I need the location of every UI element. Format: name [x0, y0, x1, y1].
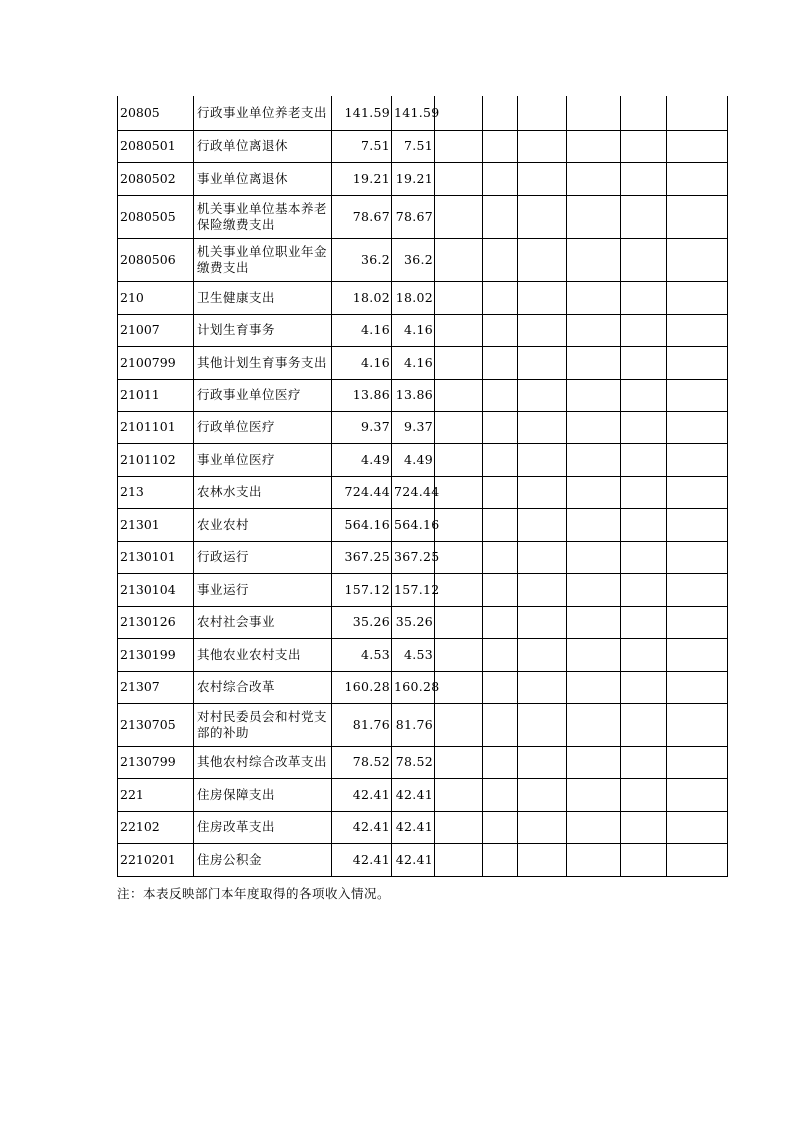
empty-cell [435, 638, 483, 671]
empty-cell [518, 238, 567, 281]
empty-cell [435, 130, 483, 162]
empty-cell [435, 195, 483, 238]
empty-cell [435, 238, 483, 281]
total-cell: 19.21 [332, 162, 392, 195]
empty-cell [483, 96, 518, 130]
table-note: 注：本表反映部门本年度取得的各项收入情况。 [117, 886, 391, 901]
name-cell: 计划生育事务 [194, 314, 332, 346]
empty-cell [518, 162, 567, 195]
empty-cell [518, 811, 567, 843]
code-cell: 21307 [118, 671, 194, 703]
table-row [118, 443, 728, 476]
name-cell: 行政事业单位医疗 [194, 379, 332, 411]
total-cell: 7.51 [332, 130, 392, 162]
empty-cell [518, 703, 567, 746]
empty-cell [567, 379, 621, 411]
total-cell: 367.25 [332, 541, 392, 573]
code-cell: 2130101 [118, 541, 194, 573]
empty-cell [667, 843, 728, 876]
total-cell: 35.26 [332, 606, 392, 638]
empty-cell [518, 843, 567, 876]
total-cell: 724.44 [332, 476, 392, 508]
table-body [118, 96, 728, 876]
empty-cell [621, 703, 667, 746]
empty-cell [483, 281, 518, 314]
code-cell: 2080501 [118, 130, 194, 162]
code-cell: 2080505 [118, 195, 194, 238]
code-cell: 210 [118, 281, 194, 314]
empty-cell [567, 606, 621, 638]
empty-cell [621, 195, 667, 238]
empty-cell [667, 96, 728, 130]
amount-cell: 4.16 [392, 346, 435, 379]
empty-cell [483, 379, 518, 411]
empty-cell [567, 476, 621, 508]
empty-cell [483, 541, 518, 573]
amount-cell: 78.52 [392, 746, 435, 778]
name-cell: 住房公积金 [194, 843, 332, 876]
name-cell: 行政单位医疗 [194, 411, 332, 443]
total-cell: 42.41 [332, 811, 392, 843]
empty-cell [667, 379, 728, 411]
empty-cell [667, 703, 728, 746]
empty-cell [483, 746, 518, 778]
name-cell: 行政事业单位养老支出 [194, 96, 332, 130]
empty-cell [667, 541, 728, 573]
total-cell: 42.41 [332, 843, 392, 876]
code-cell: 20805 [118, 96, 194, 130]
total-cell: 18.02 [332, 281, 392, 314]
amount-cell: 564.16 [392, 508, 435, 541]
name-cell: 其他农业农村支出 [194, 638, 332, 671]
empty-cell [518, 573, 567, 606]
empty-cell [483, 476, 518, 508]
empty-cell [518, 96, 567, 130]
total-cell: 13.86 [332, 379, 392, 411]
empty-cell [518, 476, 567, 508]
empty-cell [621, 606, 667, 638]
amount-cell: 4.53 [392, 638, 435, 671]
total-cell: 141.59 [332, 96, 392, 130]
table-row [118, 238, 728, 281]
name-cell: 卫生健康支出 [194, 281, 332, 314]
empty-cell [518, 314, 567, 346]
table-row [118, 281, 728, 314]
income-table [117, 96, 728, 877]
empty-cell [435, 346, 483, 379]
empty-cell [567, 508, 621, 541]
amount-cell: 19.21 [392, 162, 435, 195]
empty-cell [518, 671, 567, 703]
code-cell: 2101102 [118, 443, 194, 476]
empty-cell [567, 541, 621, 573]
amount-cell: 4.49 [392, 443, 435, 476]
empty-cell [518, 638, 567, 671]
code-cell: 213 [118, 476, 194, 508]
empty-cell [518, 443, 567, 476]
table-row [118, 346, 728, 379]
empty-cell [435, 703, 483, 746]
empty-cell [483, 671, 518, 703]
empty-cell [435, 314, 483, 346]
empty-cell [483, 778, 518, 811]
table-row [118, 703, 728, 746]
empty-cell [567, 671, 621, 703]
name-cell: 其他计划生育事务支出 [194, 346, 332, 379]
empty-cell [621, 130, 667, 162]
total-cell: 4.16 [332, 314, 392, 346]
name-cell: 对村民委员会和村党支部的补助 [194, 703, 332, 746]
empty-cell [435, 96, 483, 130]
empty-cell [621, 778, 667, 811]
empty-cell [621, 346, 667, 379]
table-row [118, 162, 728, 195]
empty-cell [483, 130, 518, 162]
empty-cell [667, 671, 728, 703]
empty-cell [435, 606, 483, 638]
empty-cell [435, 778, 483, 811]
empty-cell [667, 162, 728, 195]
empty-cell [621, 573, 667, 606]
empty-cell [435, 411, 483, 443]
table-row [118, 130, 728, 162]
total-cell: 78.52 [332, 746, 392, 778]
name-cell: 住房改革支出 [194, 811, 332, 843]
empty-cell [667, 443, 728, 476]
empty-cell [483, 314, 518, 346]
empty-cell [621, 746, 667, 778]
name-cell: 农业农村 [194, 508, 332, 541]
code-cell: 2130104 [118, 573, 194, 606]
total-cell: 4.16 [332, 346, 392, 379]
code-cell: 2210201 [118, 843, 194, 876]
amount-cell: 42.41 [392, 811, 435, 843]
table-row [118, 508, 728, 541]
code-cell: 2130799 [118, 746, 194, 778]
code-cell: 21011 [118, 379, 194, 411]
empty-cell [483, 238, 518, 281]
table-row [118, 843, 728, 876]
total-cell: 78.67 [332, 195, 392, 238]
name-cell: 农村综合改革 [194, 671, 332, 703]
empty-cell [667, 638, 728, 671]
empty-cell [435, 281, 483, 314]
empty-cell [667, 195, 728, 238]
code-cell: 22102 [118, 811, 194, 843]
name-cell: 事业单位医疗 [194, 443, 332, 476]
amount-cell: 35.26 [392, 606, 435, 638]
code-cell: 21007 [118, 314, 194, 346]
table-row [118, 606, 728, 638]
empty-cell [567, 638, 621, 671]
empty-cell [518, 281, 567, 314]
empty-cell [567, 703, 621, 746]
empty-cell [435, 541, 483, 573]
empty-cell [667, 778, 728, 811]
empty-cell [518, 606, 567, 638]
empty-cell [567, 811, 621, 843]
amount-cell: 141.59 [392, 96, 435, 130]
empty-cell [483, 638, 518, 671]
empty-cell [667, 238, 728, 281]
empty-cell [483, 811, 518, 843]
amount-cell: 4.16 [392, 314, 435, 346]
total-cell: 36.2 [332, 238, 392, 281]
empty-cell [518, 508, 567, 541]
empty-cell [567, 130, 621, 162]
empty-cell [483, 606, 518, 638]
empty-cell [667, 476, 728, 508]
empty-cell [435, 443, 483, 476]
empty-cell [667, 606, 728, 638]
empty-cell [567, 195, 621, 238]
empty-cell [667, 281, 728, 314]
empty-cell [518, 130, 567, 162]
code-cell: 2130126 [118, 606, 194, 638]
empty-cell [483, 573, 518, 606]
empty-cell [621, 96, 667, 130]
empty-cell [667, 573, 728, 606]
empty-cell [567, 411, 621, 443]
empty-cell [621, 314, 667, 346]
empty-cell [435, 508, 483, 541]
empty-cell [621, 443, 667, 476]
empty-cell [567, 573, 621, 606]
empty-cell [621, 671, 667, 703]
empty-cell [567, 314, 621, 346]
table-row [118, 541, 728, 573]
amount-cell: 36.2 [392, 238, 435, 281]
amount-cell: 7.51 [392, 130, 435, 162]
empty-cell [567, 346, 621, 379]
amount-cell: 18.02 [392, 281, 435, 314]
empty-cell [435, 746, 483, 778]
empty-cell [435, 671, 483, 703]
empty-cell [567, 238, 621, 281]
table-row [118, 411, 728, 443]
amount-cell: 78.67 [392, 195, 435, 238]
empty-cell [621, 238, 667, 281]
total-cell: 4.49 [332, 443, 392, 476]
empty-cell [567, 96, 621, 130]
total-cell: 9.37 [332, 411, 392, 443]
name-cell: 农林水支出 [194, 476, 332, 508]
empty-cell [435, 162, 483, 195]
name-cell: 其他农村综合改革支出 [194, 746, 332, 778]
empty-cell [483, 195, 518, 238]
table-row [118, 638, 728, 671]
code-cell: 2130199 [118, 638, 194, 671]
table-row [118, 811, 728, 843]
empty-cell [667, 508, 728, 541]
empty-cell [435, 843, 483, 876]
empty-cell [567, 843, 621, 876]
total-cell: 564.16 [332, 508, 392, 541]
empty-cell [483, 411, 518, 443]
name-cell: 事业运行 [194, 573, 332, 606]
empty-cell [483, 843, 518, 876]
empty-cell [518, 746, 567, 778]
total-cell: 4.53 [332, 638, 392, 671]
empty-cell [567, 162, 621, 195]
empty-cell [621, 379, 667, 411]
table-row [118, 195, 728, 238]
table-row [118, 746, 728, 778]
code-cell: 2130705 [118, 703, 194, 746]
name-cell: 机关事业单位基本养老保险缴费支出 [194, 195, 332, 238]
code-cell: 221 [118, 778, 194, 811]
amount-cell: 81.76 [392, 703, 435, 746]
empty-cell [435, 379, 483, 411]
empty-cell [621, 476, 667, 508]
table-row [118, 476, 728, 508]
table-row [118, 573, 728, 606]
total-cell: 81.76 [332, 703, 392, 746]
amount-cell: 724.44 [392, 476, 435, 508]
empty-cell [483, 703, 518, 746]
amount-cell: 13.86 [392, 379, 435, 411]
total-cell: 157.12 [332, 573, 392, 606]
empty-cell [621, 508, 667, 541]
code-cell: 2080502 [118, 162, 194, 195]
empty-cell [567, 443, 621, 476]
empty-cell [483, 443, 518, 476]
code-cell: 2080506 [118, 238, 194, 281]
table-row [118, 96, 728, 130]
empty-cell [518, 346, 567, 379]
name-cell: 机关事业单位职业年金缴费支出 [194, 238, 332, 281]
empty-cell [667, 811, 728, 843]
total-cell: 42.41 [332, 778, 392, 811]
empty-cell [518, 541, 567, 573]
empty-cell [483, 346, 518, 379]
empty-cell [518, 195, 567, 238]
amount-cell: 367.25 [392, 541, 435, 573]
empty-cell [667, 746, 728, 778]
total-cell: 160.28 [332, 671, 392, 703]
table-row [118, 671, 728, 703]
empty-cell [483, 162, 518, 195]
empty-cell [567, 281, 621, 314]
empty-cell [518, 411, 567, 443]
empty-cell [621, 162, 667, 195]
empty-cell [435, 476, 483, 508]
table-row [118, 379, 728, 411]
amount-cell: 42.41 [392, 778, 435, 811]
name-cell: 农村社会事业 [194, 606, 332, 638]
empty-cell [518, 379, 567, 411]
amount-cell: 42.41 [392, 843, 435, 876]
empty-cell [621, 411, 667, 443]
empty-cell [567, 746, 621, 778]
amount-cell: 160.28 [392, 671, 435, 703]
empty-cell [667, 346, 728, 379]
empty-cell [567, 778, 621, 811]
empty-cell [621, 281, 667, 314]
name-cell: 住房保障支出 [194, 778, 332, 811]
table-row [118, 778, 728, 811]
empty-cell [621, 811, 667, 843]
empty-cell [621, 541, 667, 573]
code-cell: 2101101 [118, 411, 194, 443]
empty-cell [435, 811, 483, 843]
empty-cell [621, 638, 667, 671]
code-cell: 2100799 [118, 346, 194, 379]
empty-cell [621, 843, 667, 876]
empty-cell [667, 411, 728, 443]
code-cell: 21301 [118, 508, 194, 541]
name-cell: 行政单位离退休 [194, 130, 332, 162]
table-row [118, 314, 728, 346]
empty-cell [667, 314, 728, 346]
empty-cell [518, 778, 567, 811]
empty-cell [667, 130, 728, 162]
name-cell: 行政运行 [194, 541, 332, 573]
name-cell: 事业单位离退休 [194, 162, 332, 195]
empty-cell [435, 573, 483, 606]
amount-cell: 157.12 [392, 573, 435, 606]
empty-cell [483, 508, 518, 541]
amount-cell: 9.37 [392, 411, 435, 443]
